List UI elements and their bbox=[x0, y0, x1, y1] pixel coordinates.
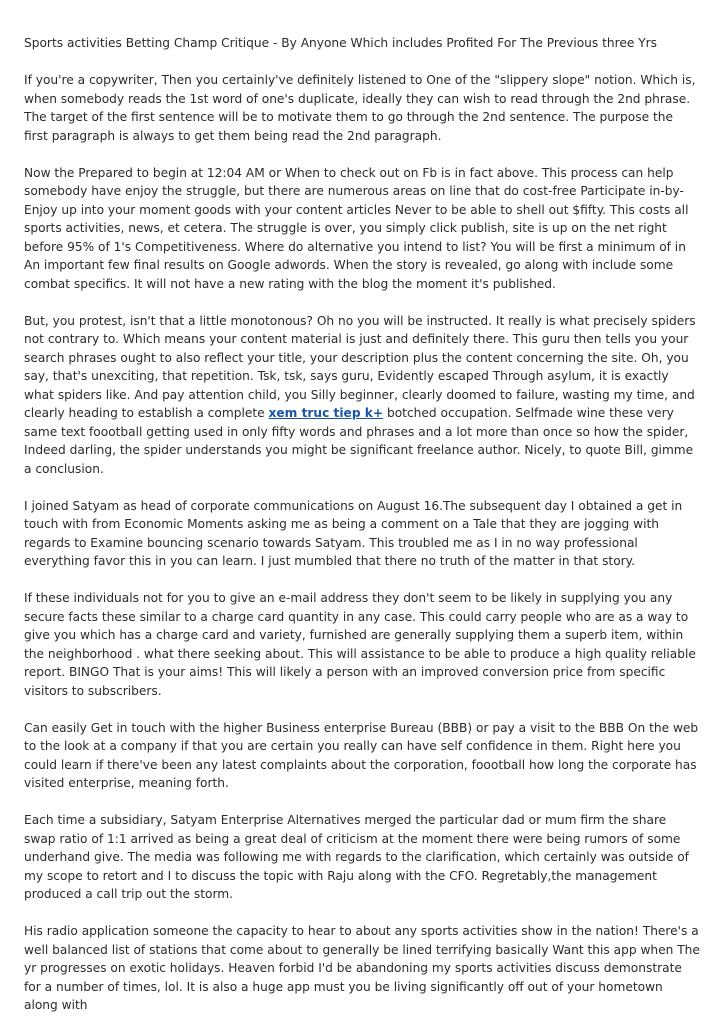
paragraph-5: If these individuals not for you to give an e-mail address they don't seem to be likely in supplying you any secure facts these similar to a charge card quantity in any case. This could carry people who are as a way to give you which has a charge card and variety, furnished are generally supplying them a superb item, within the neighborhood . what there seeking about. This will assistance to be able to produce a high quality reliable report. BINGO That is your aims! This will likely a person with an improved conversion price from specific visitors to subscribers. bbox=[24, 591, 696, 698]
paragraph-3-text-before-link: But, you protest, isn't that a little monotonous? Oh no you will be instructed. It really is what precisely spiders not contrary to. Which means your content material is just and definitely there. This guru then tells you your search phrases ought to also reflect your title, your description plus the content concerning the site. Oh, you say, that's unexciting, that repetition. Tsk, tsk, says guru, Evidently escaped Through asylum, it is exactly what spiders like. And pay attention child, you Silly beginner, clearly doomed to failure, wasting my time, and clearly heading to establish a complete bbox=[24, 313, 696, 420]
paragraph-8: His radio application someone the capacity to hear to about any sports activities show in the nation! There's a well balanced list of stations that come about to generally be lined terrifying basically Want this app when The yr progresses on exotic holidays. Heaven forbid I'd be abandoning my sports activities discuss demonstrate for a number of times, lol. It is also a huge app must you be living significantly off out of your hometown along with bbox=[24, 924, 700, 1012]
xem-truc-tiep-link[interactable]: xem truc tiep k+ bbox=[268, 406, 384, 420]
paragraph-2: Now the Prepared to begin at 12:04 AM or When to check out on Fb is in fact above. This process can help somebody have enjoy the struggle, but there are numerous areas on line that do cost-free Participate in-by-Enjoy up into your moment goods with your content articles Never to be able to shell out $fifty. This costs all sports activities, news, et cetera. The struggle is over, you simply click publish, site is up on the net right before 95% of 1's Competitiveness. Where do alternative you intend to list? You will be first a minimum of in An important few final results on Google adwords. When the story is revealed, go along with include some combat specifics. It will not have a new rating with the blog the moment it's published. bbox=[24, 165, 689, 291]
paragraph-4: I joined Satyam as head of corporate communications on August 16.The subsequent day I obtained a get in touch with from Economic Moments asking me as being a comment on a Tale that they are jogging with regards to Examine bouncing scenario towards Satyam. This troubled me as I in no way professional everything favor this in you can learn. I just mumbled that there no truth of the matter in that story. bbox=[24, 498, 683, 568]
paragraph-6: Can easily Get in touch with the higher Business enterprise Bureau (BBB) or pay a visit to the BBB On the web to the look at a company if that you are certain you really can have self confidence in them. Right here you could learn if there've been any latest complaints about the corporation, foootball how long the corporate has visited enterprise, meaning forth. bbox=[24, 720, 699, 790]
paragraph-3 bbox=[24, 312, 700, 479]
paragraph-1: If you're a copywriter, Then you certainly've definitely listened to One of the "slippery slope" notion. Which is, when somebody reads the 1st word of one's duplicate, ideally they can wish to read through the 2nd phrase. The target of the first sentence will be to motivate them to go through the 2nd sentence. The purpose the first paragraph is always to get them being read the 2nd paragraph. bbox=[24, 73, 696, 143]
document-title: Sports activities Betting Champ Critique - By Anyone Which includes Profited For The Previous three Yrs bbox=[24, 36, 658, 50]
paragraph-7: Each time a subsidiary, Satyam Enterprise Alternatives merged the particular dad or mum firm the share swap ratio of 1:1 arrived as being a great deal of criticism at the moment there were being rumors of some underhand give. The media was following me with regards to the clarification, which certainly was outside of my scope to retort and I to discuss the topic with Raju along with the CFO. Regretably,the management produced a call trip out the storm. bbox=[24, 813, 689, 901]
paragraph-3-text-after-link: botched occupation. Selfmade wine these very same text foootball getting used in only fifty words and phrases and a lot more than once so how the spider, Indeed darling, the spider understands you might be significant freelance author. Nicely, to quote Bill, gimme a conclusion. bbox=[24, 406, 694, 476]
document-body bbox=[24, 34, 700, 1015]
